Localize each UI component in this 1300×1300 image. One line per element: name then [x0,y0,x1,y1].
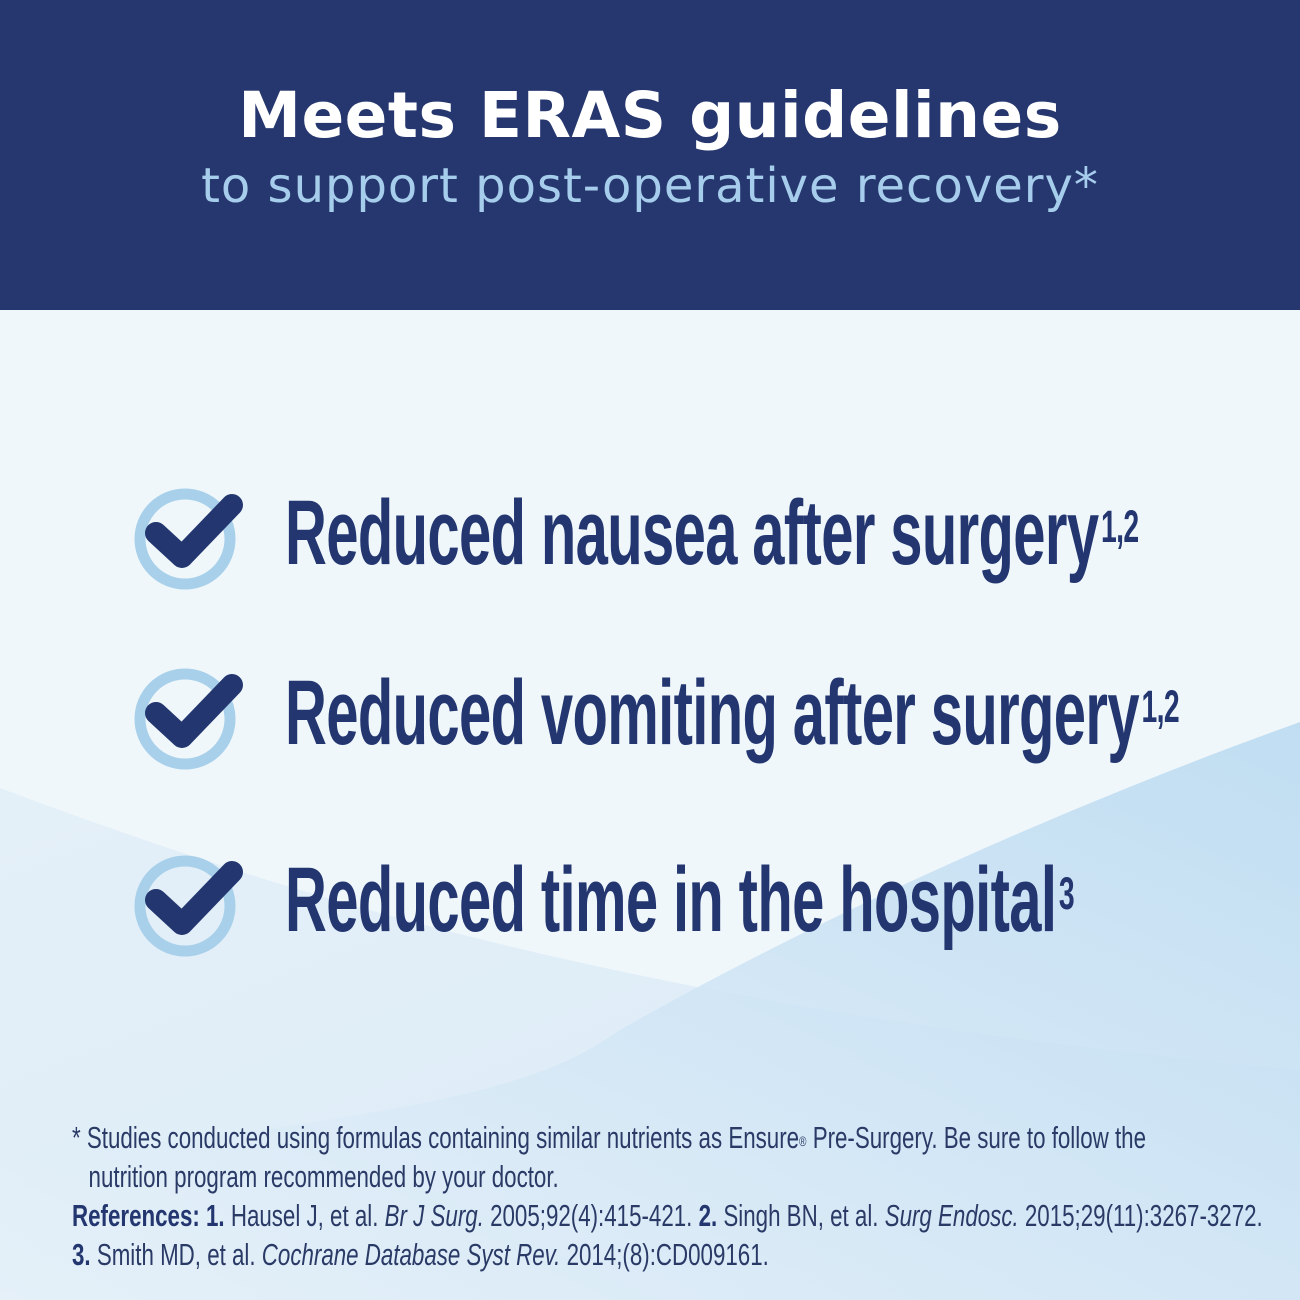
header-banner [0,0,1300,310]
checkmark-circle-icon [130,663,250,773]
benefit-text: Reduced vomiting after surgery$^{1,2}$ [285,662,1179,764]
checkmark-circle-icon [130,850,250,960]
references-line-2: 3. Smith MD, et al. Cochrane Database Syst Rev. 2014;(8):CD009161. [72,1237,769,1272]
page-subtitle: to support post-operative recovery* [201,158,1099,214]
references-line-1: References: 1. Hausel J, et al. Br J Surg. 2005;92(4):415-421. 2. Singh BN, et al. Surg Endosc. 2015;29(11):3267-3272. [72,1198,1263,1233]
benefit-text: Reduced nausea after surgery$^{1,2}$ [285,482,1139,584]
page-title: Meets ERAS guidelines [238,79,1062,152]
benefit-text: Reduced time in the hospital$^3$ [285,849,1075,951]
footnote-line-1: * Studies conducted using formulas containing similar nutrients as Ensure® Pre-Surgery. Be sure to follow the [72,1120,1146,1155]
footer-disclaimer [72,1118,1263,1274]
checkmark-circle-icon [130,483,250,593]
footnote-line-2: nutrition program recommended by your doctor. [88,1159,559,1194]
